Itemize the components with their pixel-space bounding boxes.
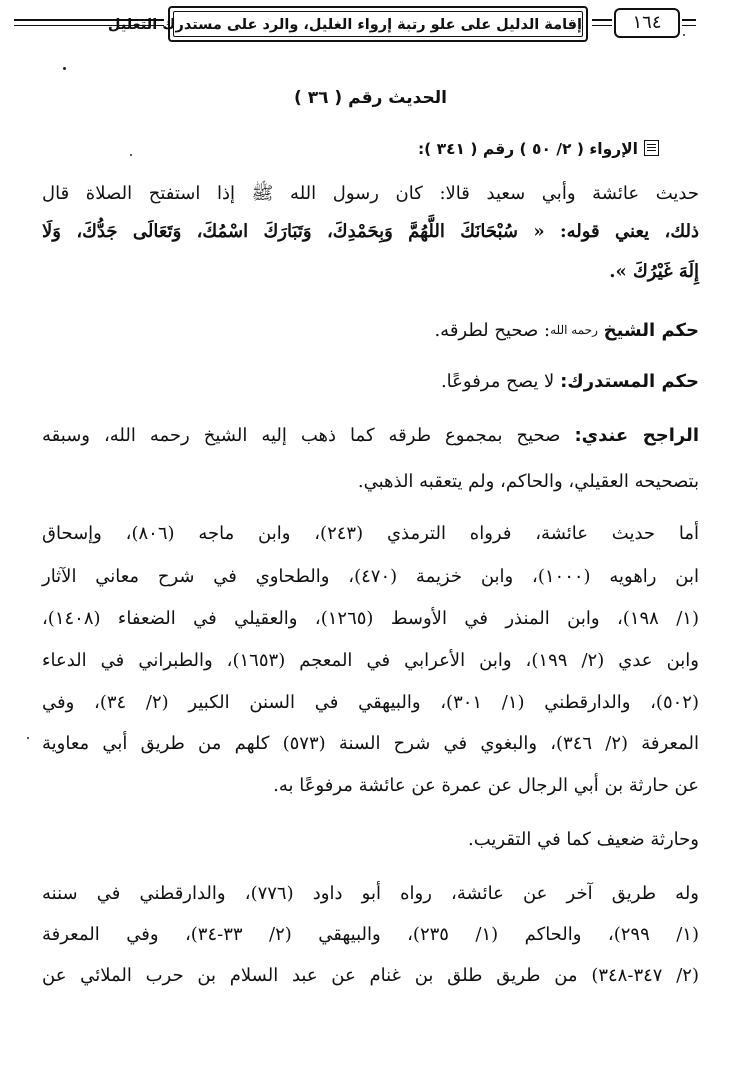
paragraph-2-line-1: أما حديث عائشة، فرواه الترمذي (٢٤٣)، وابن ماجه (٨٠٦)، وإسحاق <box>42 523 699 544</box>
running-title-box <box>107 6 588 42</box>
rajih-text-1: صحيح بمجموع طرقه كما ذهب إليه الشيخ رحمه الله، وسبقه <box>42 425 561 446</box>
mustadrak-ruling <box>42 368 699 396</box>
header-rule-middle <box>592 19 612 21</box>
paragraph-3: وحارثة ضعيف كما في التقريب. <box>467 829 699 850</box>
paragraph-2-line-5: (٥٠٢)، والدارقطني (١/ ٣٠١)، والبيهقي في السنن الكبير (٢/ ٣٤)، وفي <box>42 692 700 713</box>
mustadrak-ruling-text: لا يصح مرفوعًا. <box>440 371 555 392</box>
scan-speck <box>683 34 685 36</box>
honorific-mark: رحمه الله <box>550 323 598 337</box>
paragraph-4-line-2: (١/ ٢٩٩)، والحاكم (١/ ٢٣٥)، والبيهقي (٢/ ٣٣-٣٤)، وفي المعرفة <box>42 924 699 945</box>
paragraph-1-line-1: حديث عائشة وأبي سعيد قالا: كان رسول الله ﷺ إذا استفتح الصلاة قال <box>42 183 699 204</box>
paragraph-2-line-7: عن حارثة بن أبي الرجال عن عمرة عن عائشة مرفوعًا به. <box>273 775 699 796</box>
header-rule-middle-thin <box>592 25 612 26</box>
hadith-title: الحديث رقم ( ٣٦ ) <box>294 88 447 108</box>
shaykh-ruling-text: : صحيح لطرقه. <box>434 320 551 341</box>
shaykh-ruling-label: حكم الشيخ <box>603 320 699 341</box>
paragraph-4-line-1: وله طريق آخر عن عائشة، رواه أبو داود (٧٧٦)، والدارقطني في سننه <box>42 883 699 904</box>
paragraph-2-line-3: (١/ ١٩٨)، وابن المنذر في الأوسط (١٢٦٥)، والعقيلي في الضعفاء (١٤٠٨)، <box>42 608 699 629</box>
running-title: إقامة الدليل على علو رتبة إرواء الغليل، والرد على مستدرك التعليل <box>173 11 583 37</box>
shaykh-ruling <box>42 316 699 345</box>
paragraph-1-line-3: إِلَهَ غَيْرُكَ ». <box>609 261 699 282</box>
paragraph-1-line-2: ذلك، يعني قوله: « سُبْحَانَكَ اللَّهُمَّ وَبِحَمْدِكَ، وَتَبَارَكَ اسْمُكَ، وَتَعَالَى جَدُّكَ، وَلَا <box>42 221 699 242</box>
mustadrak-ruling-label: حكم المستدرك: <box>560 371 699 392</box>
rajih-line-2: بتصحيحه العقيلي، والحاكم، ولم يتعقبه الذهبي. <box>357 471 699 492</box>
running-header <box>14 6 732 50</box>
scan-speck <box>63 67 66 70</box>
header-rule-right-thin <box>682 25 696 26</box>
scan-speck <box>130 154 132 156</box>
rajih-label: الراجح عندي: <box>574 425 699 446</box>
page-number: ١٦٤ <box>614 8 680 38</box>
paragraph-4-line-3: (٢/ ٣٤٧-٣٤٨) من طريق طلق بن غنام عن عبد السلام بن حرب الملائي عن <box>42 965 699 986</box>
paragraph-2-line-4: وابن عدي (٢/ ١٩٩)، وابن الأعرابي في المعجم (١٦٥٣)، والطبراني في الدعاء <box>42 650 699 671</box>
header-rule-right <box>682 19 696 21</box>
paragraph-2-line-6: المعرفة (٢/ ٣٤٦)، والبغوي في شرح السنة (٥٧٣) كلهم من طريق أبي معاوية <box>42 733 699 754</box>
book-icon <box>644 140 659 156</box>
paragraph-2-line-2: ابن راهويه (١٠٠٠)، وابن خزيمة (٤٧٠)، والطحاوي في شرح معاني الآثار <box>42 566 699 587</box>
source-text: الإرواء ( ٢/ ٥٠ ) رقم ( ٣٤١ ): <box>417 140 638 158</box>
scan-speck <box>27 737 29 739</box>
source-reference <box>418 140 659 158</box>
rajih-line-1 <box>42 422 699 450</box>
